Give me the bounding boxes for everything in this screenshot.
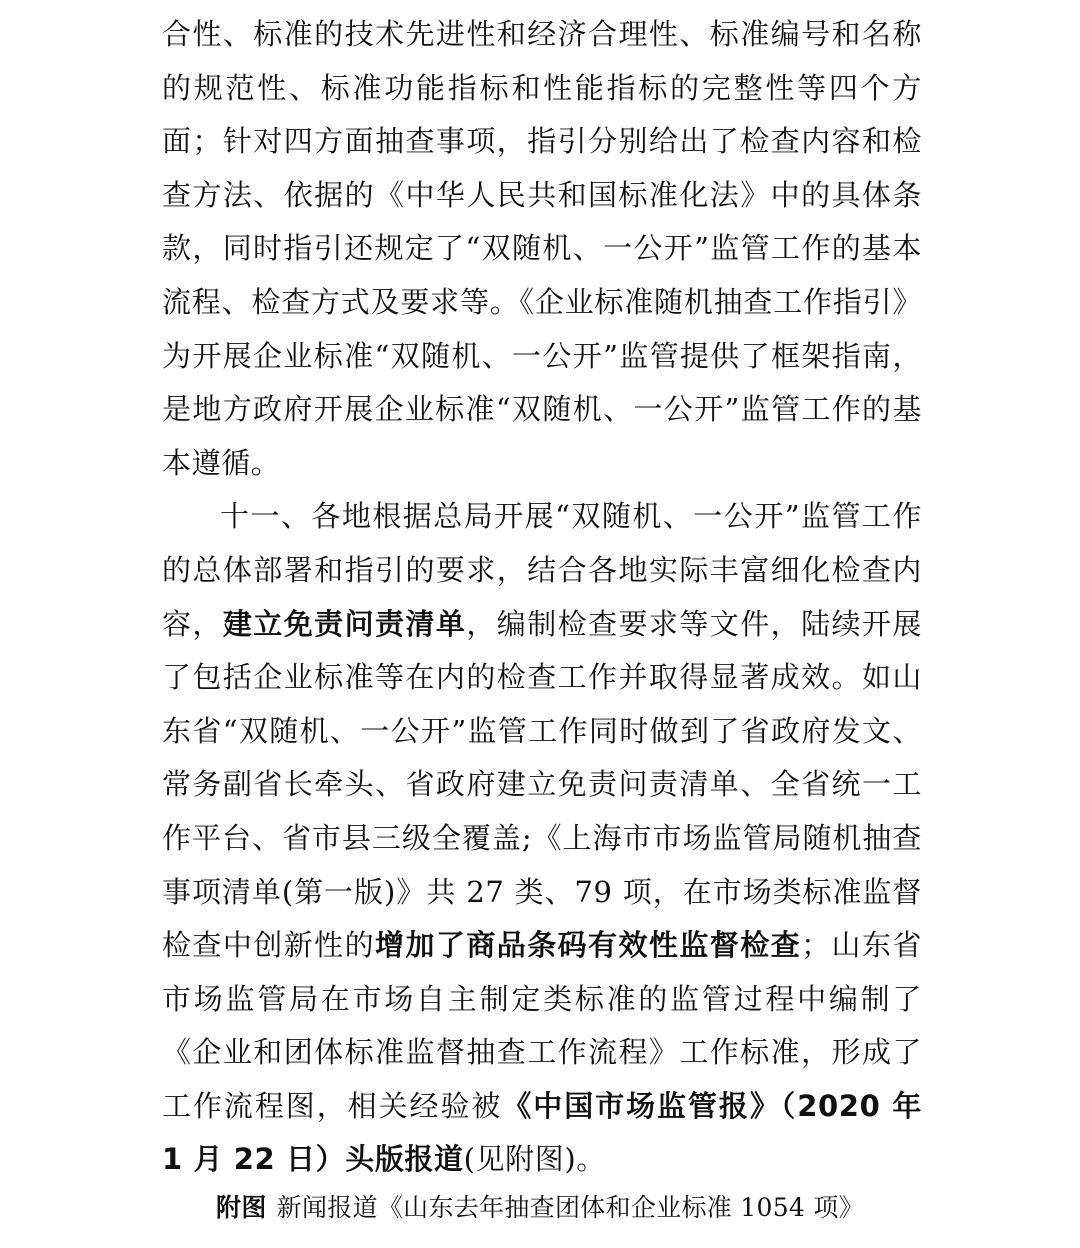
bold-phrase-liability-list: 建立免责问责清单 (222, 606, 467, 641)
bold-phrase-newspaper-report: 《中国市场监管报》（2020 年 1 月 22 日）头版报道 (162, 1088, 922, 1177)
caption-text: 新闻报道《山东去年抽查团体和企业标准 1054 项》 (276, 1193, 864, 1222)
caption-label: 附图 (216, 1193, 267, 1222)
paragraph-text: 十一、各地根据总局开展“双随机、一公开”监管工作的总体部署和指引的要求，结合各地实际丰富细化检查内容， (162, 499, 922, 641)
paragraph-text: (见附图)。 (463, 1142, 606, 1177)
paragraph-text: ；山东省市场监管局在市场自主制定类标准的监管过程中编制了《企业和团体标准监督抽查工作流程》工作标准，形成了工作流程图，相关经验被 (162, 928, 922, 1123)
paragraph-continued: 合性、标准的技术先进性和经济合理性、标准编号和名称的规范性、标准功能指标和性能指标的完整性等四个方面；针对四方面抽查事项，指引分别给出了检查内容和检查方法、依据的《中华人民共和国标准化法》中的具体条款，同时指引还规定了“双随机、一公开”监管工作的基本流程、检查方式及要求等。《企业标准随机抽查工作指引》为开展企业标准“双随机、一公开”监管提供了框架指南，是地方政府开展企业标准“双随机、一公开”监管工作的基本遵循。 (162, 17, 922, 480)
bold-phrase-barcode-check: 增加了商品条码有效性监督检查 (375, 928, 802, 963)
paragraph-eleven (162, 490, 922, 1187)
document-body (162, 8, 922, 1187)
paragraph-text: ，编制检查要求等文件，陆续开展了包括企业标准等在内的检查工作并取得显著成效。如山东省“双随机、一公开”监管工作同时做到了省政府发文、常务副省长牵头、省政府建立免责问责清单、全省统一工作平台、省市县三级全覆盖;《上海市市场监管局随机抽查事项清单(第一版)》共 27 类、79 项，在市场类标准监督检查中创新性的 (162, 606, 922, 963)
figure-caption (0, 1188, 1080, 1228)
